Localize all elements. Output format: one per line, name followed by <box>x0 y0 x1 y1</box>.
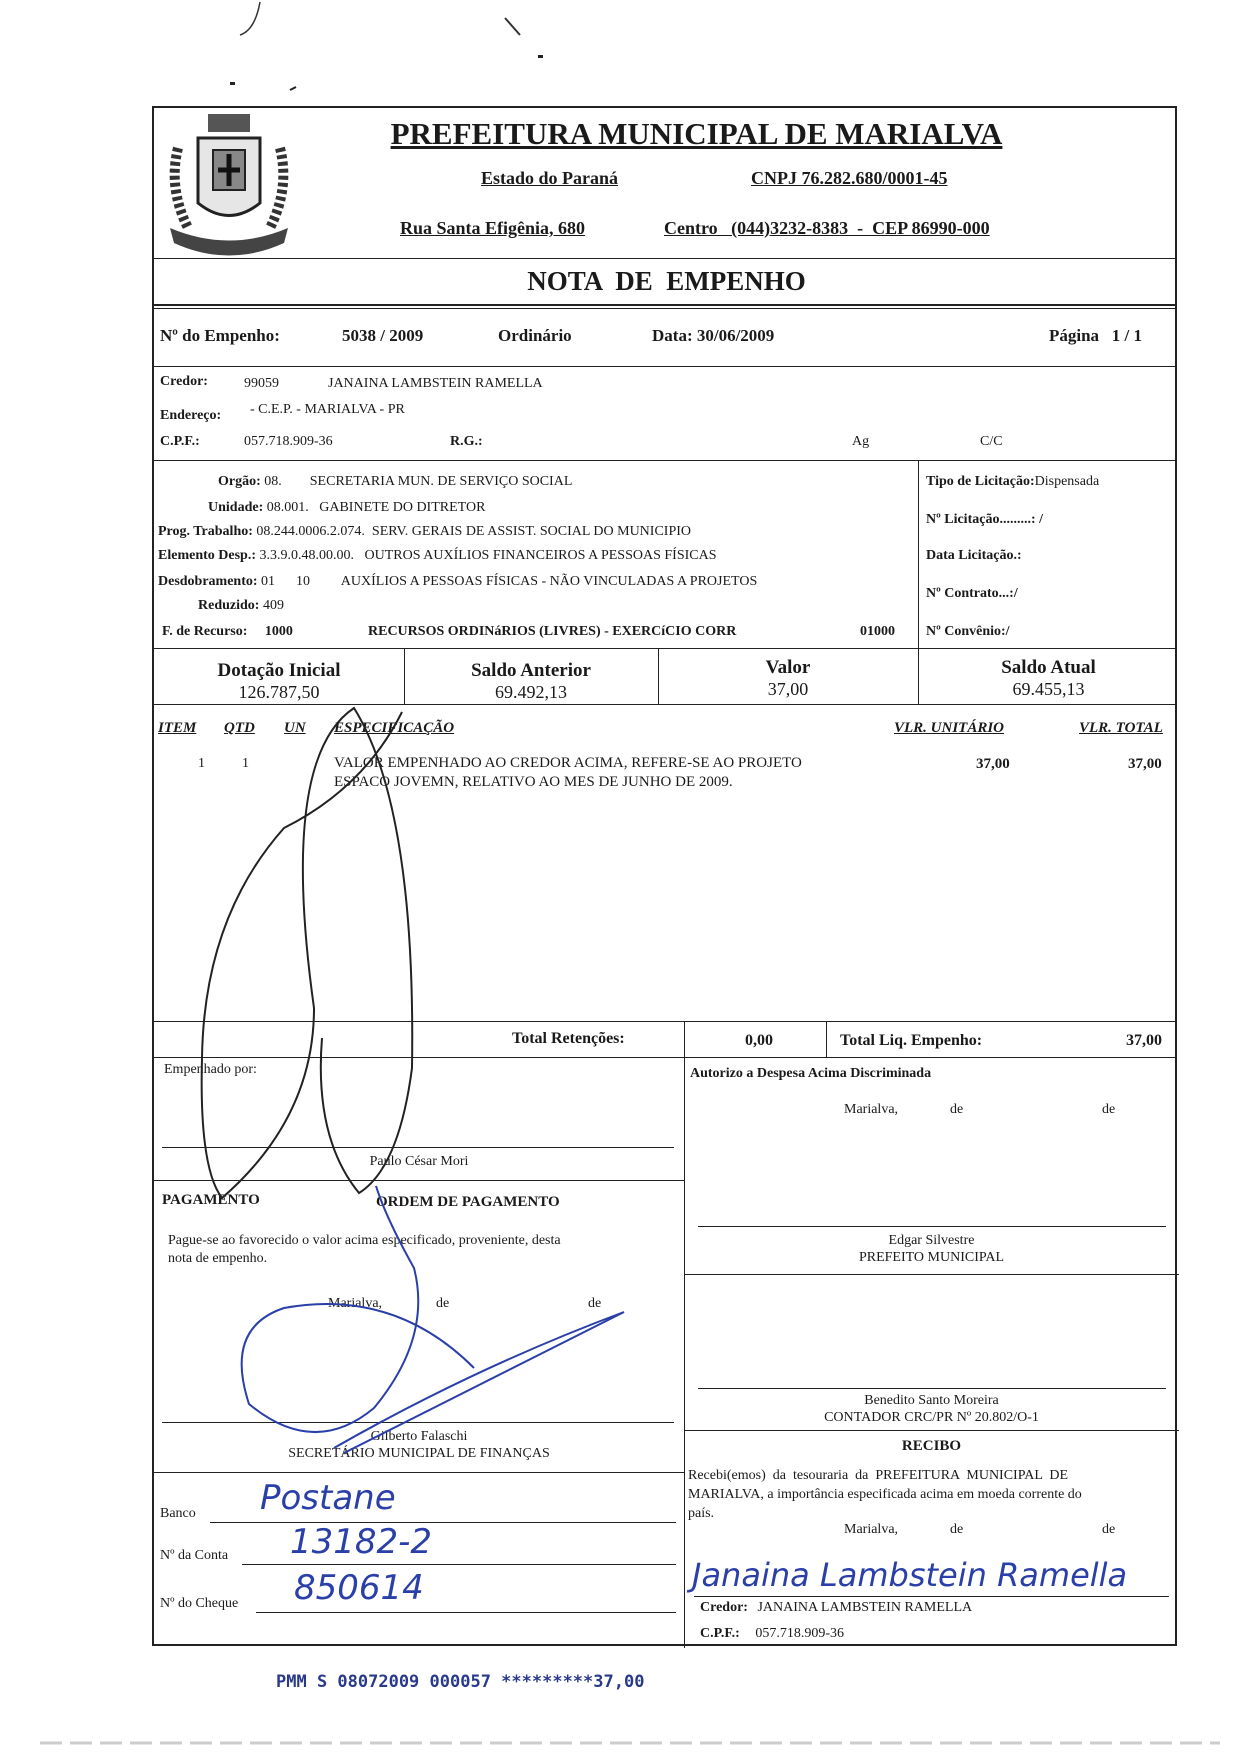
retencoes-label: Total Retenções: <box>512 1030 625 1047</box>
pagamento-label: PAGAMENTO <box>162 1192 260 1208</box>
recibo-de2: de <box>1102 1522 1116 1537</box>
item-unit-value: 37,00 <box>976 756 1010 772</box>
secretario-signature-block <box>154 1428 684 1462</box>
scan-marks <box>220 0 620 100</box>
item-qtd: 1 <box>242 756 249 771</box>
document-title: NOTA DE EMPENHO <box>527 266 806 296</box>
col-un: UN <box>284 720 306 736</box>
empenhado-label: Empenhado por: <box>164 1062 257 1077</box>
pagamento-de1: de <box>436 1296 450 1311</box>
scan-bottom-dashes <box>0 1738 1252 1748</box>
reduzido-value: 409 <box>262 598 284 613</box>
prefeito-signature-block <box>684 1232 1179 1266</box>
nota-de-empenho-form: PREFEITURA MUNICIPAL DE MARIALVA Estado do Paraná CNPJ 76.282.680/0001-45 Rua Santa Efigênia, 680 Centro (044)3232-8383 - CEP 86990-000 NOTA DE EMPENHO Nº do Empenho: 5038 / 2009 Ordinário Data: 30/06/2009 Página 1 / 1 Credor: 99059 JANAINA LAMBSTEIN RAMELLA Endereço: - C.E.P. - MARIALVA - PR C.P.F.: 057.718.909-36 R.G.: Ag C/C Orgão: 08. SECRETARIA MUN. DE SERVIÇO SOCIAL Unidade: 08.001. GABINETE DO DITRETOR Prog. Trabalho: 08.244.0006.2.074. SERV. GERAIS DE ASSIST. SOCIAL DO MUNICIPIO Elemento Desp.: 3.3.9.0.48.00.00. OUTROS AUXÍLIOS FINANCEIROS A PESSOAS FÍSICAS Desdobramento: 01 10 AUXÍLIOS A PESSOAS FÍSICAS - NÃO VINCULADAS A PROJETOS Reduzido: 409 F. de Recurso: 1000 RECURSOS ORDINáRIOS (LIVRES) - EXERCíCIO CORR 01000 Tipo de Licitação:Dispensada Nº Licitação.........: / Data Licitação.: Nº Contrato...:/ Nº Convênio:/ Dotação Inicial 126.787,50 Saldo Anterior 69.492,13 Valor 37,00 Saldo Atual 69.455,13 ITEM QTD UN ESPECIFICAÇÃO VLR. UNITÁRIO VLR. TOTAL 1 1 VALOR EMPENHADO AO CREDOR ACIMA, REFERE-SE AO PROJETO ESPACO JOVEMN, RELATIVO AO MES DE JUNHO DE 2009. 37,00 37,00 Total Retenções: 0,00 Total Liq. Empenho: 37,00 Empenhado por: Paulo César Mori PAGAMENTO ORDEM DE PAGAMENTO Pague-se ao favorecido o valor acima especificado, proveniente, desta nota de empenho. Marialva, de de Gilberto Falaschi SECRETÁRIO MUNICIPAL DE FINANÇAS Banco Postane Nº da Conta 13182-2 Nº do Cheque 850614 Autorizo a Despesa Acima Discriminada Marialva, de de Edgar Silvestre PREFEITO MUNICIPAL Benedito Santo Moreira CONTADOR CRC/PR Nº 20.802/O-1 RECIBO Recebi(emos) da tesouraria da PREFEITURA MUNICIPAL DE MARIALVA, a importância especificada acima em moeda corrente do país. Marialva, de de Janaina Lambstein Ramella Credor: JANAINA LAMBSTEIN RAMELLA C.P.F.: 057.718.909-36 <box>152 106 1177 1646</box>
cpf-label: C.P.F.: <box>160 434 200 449</box>
item-number: 1 <box>198 756 205 771</box>
recibo-credor: Credor: JANAINA LAMBSTEIN RAMELLA <box>700 1600 973 1615</box>
prefeito-title: PREFEITO MUNICIPAL <box>858 1250 1005 1265</box>
col-vlr-total: VLR. TOTAL <box>1079 720 1163 736</box>
page-number: Página 1 / 1 <box>1049 326 1143 345</box>
secretario-title: SECRETÁRIO MUNICIPAL DE FINANÇAS <box>288 1446 550 1461</box>
valor: Valor 37,00 <box>765 657 811 699</box>
licitacao-date: Data Licitação.: <box>926 548 1022 563</box>
municipality-title: PREFEITURA MUNICIPAL DE MARIALVA <box>390 116 1003 151</box>
pagamento-city: Marialva, <box>328 1296 383 1311</box>
orgao-value: 08. SECRETARIA MUN. DE SERVIÇO SOCIAL <box>264 474 573 489</box>
col-qtd: QTD <box>224 720 255 736</box>
credor-name: JANAINA LAMBSTEIN RAMELLA <box>328 376 543 391</box>
unidade-value: 08.001. GABINETE DO DITRETOR <box>266 500 486 515</box>
saldo-anterior: Saldo Anterior 69.492,13 <box>471 660 591 702</box>
item-description: VALOR EMPENHADO AO CREDOR ACIMA, REFERE-SE AO PROJETO ESPACO JOVEMN, RELATIVO AO MES DE JUNHO DE 2009. <box>334 755 802 790</box>
agreement-number: Nº Convênio:/ <box>926 624 1010 639</box>
liq-empenho-label: Total Liq. Empenho: <box>840 1032 983 1049</box>
account-label: C/C <box>980 434 1003 449</box>
credor-signature-handwritten: Janaina Lambstein Ramella <box>692 1556 1128 1594</box>
liq-empenho-value: 37,00 <box>1126 1032 1162 1049</box>
prefeito-name: Edgar Silvestre <box>888 1233 975 1248</box>
empenho-date: Data: 30/06/2009 <box>652 326 775 345</box>
empenho-number-label: Nº do Empenho: <box>160 326 280 345</box>
endereco-value: - C.E.P. - MARIALVA - PR <box>250 402 405 417</box>
cheque-handwritten: 850614 <box>294 1568 424 1608</box>
cpf-value: 057.718.909-36 <box>244 434 333 449</box>
cnpj-label: CNPJ 76.282.680/0001-45 <box>751 168 948 188</box>
cheque-label: Nº do Cheque <box>160 1596 239 1611</box>
recurso-desc: RECURSOS ORDINáRIOS (LIVRES) - EXERCíCIO CORR <box>368 624 737 639</box>
recurso-code: 1000 <box>264 624 293 639</box>
saldo-atual: Saldo Atual 69.455,13 <box>1001 657 1096 699</box>
rg-label: R.G.: <box>450 434 483 449</box>
contador-title: CONTADOR CRC/PR Nº 20.802/O-1 <box>824 1410 1039 1425</box>
banco-label: Banco <box>160 1506 196 1521</box>
pagamento-de2: de <box>588 1296 602 1311</box>
conta-label: Nº da Conta <box>160 1548 229 1563</box>
desdobramento-value: 01 10 AUXÍLIOS A PESSOAS FÍSICAS - NÃO VINCULADAS A PROJETOS <box>261 574 758 589</box>
col-vlr-unitario: VLR. UNITÁRIO <box>894 720 1005 736</box>
autorizo-de2: de <box>1102 1102 1116 1117</box>
prog-value: 08.244.0006.2.074. SERV. GERAIS DE ASSIST. SOCIAL DO MUNICIPIO <box>256 524 692 539</box>
state-label: Estado do Paraná <box>481 168 619 188</box>
licitacao-number: Nº Licitação.........: / <box>926 512 1043 527</box>
retencoes-value: 0,00 <box>745 1032 773 1049</box>
pagamento-text: Pague-se ao favorecido o valor acima especificado, proveniente, desta nota de empenho. <box>168 1233 561 1266</box>
recibo-cpf: C.P.F.: 057.718.909-36 <box>700 1626 844 1641</box>
recibo-city: Marialva, <box>844 1522 899 1537</box>
ordem-pagamento-label: ORDEM DE PAGAMENTO <box>376 1194 560 1210</box>
contador-signature-block <box>684 1392 1179 1426</box>
autorizo-de1: de <box>950 1102 964 1117</box>
item-total-value: 37,00 <box>1128 756 1162 772</box>
col-especificacao: ESPECIFICAÇÃO <box>334 720 455 736</box>
licitacao-type: Tipo de Licitação:Dispensada <box>926 474 1100 489</box>
secretario-name: Gilberto Falaschi <box>370 1429 468 1444</box>
credor-code: 99059 <box>244 376 279 391</box>
banco-handwritten: Postane <box>260 1478 396 1518</box>
col-item: ITEM <box>158 720 197 736</box>
address-contact: Centro (044)3232-8383 - CEP 86990-000 <box>664 218 990 238</box>
empenhado-name: Paulo César Mori <box>369 1154 469 1169</box>
elemento-value: 3.3.9.0.48.00.00. OUTROS AUXÍLIOS FINANCEIROS A PESSOAS FÍSICAS <box>259 548 717 563</box>
autorizo-city: Marialva, <box>844 1102 899 1117</box>
contador-name: Benedito Santo Moreira <box>864 1393 999 1408</box>
agency-label: Ag <box>852 434 870 449</box>
recibo-text: Recebi(emos) da tesouraria da PREFEITURA MUNICIPAL DE MARIALVA, a importância especificada acima em moeda corrente do país. <box>688 1468 1082 1521</box>
cashier-stamp: PMM S 08072009 000057 *********37,00 <box>276 1672 645 1692</box>
endereco-label: Endereço: <box>160 408 222 423</box>
contract-number: Nº Contrato...:/ <box>926 586 1018 601</box>
empenho-type: Ordinário <box>498 326 572 345</box>
recurso-number: 01000 <box>860 624 895 639</box>
dotacao-inicial: Dotação Inicial 126.787,50 <box>217 660 341 702</box>
recibo-label: RECIBO <box>901 1438 962 1454</box>
empenho-number: 5038 / 2009 <box>342 326 424 345</box>
autorizo-label: Autorizo a Despesa Acima Discriminada <box>690 1066 932 1081</box>
credor-label: Credor: <box>160 374 208 389</box>
recibo-de1: de <box>950 1522 964 1537</box>
conta-handwritten: 13182-2 <box>290 1522 433 1562</box>
street-address: Rua Santa Efigênia, 680 <box>400 218 586 238</box>
